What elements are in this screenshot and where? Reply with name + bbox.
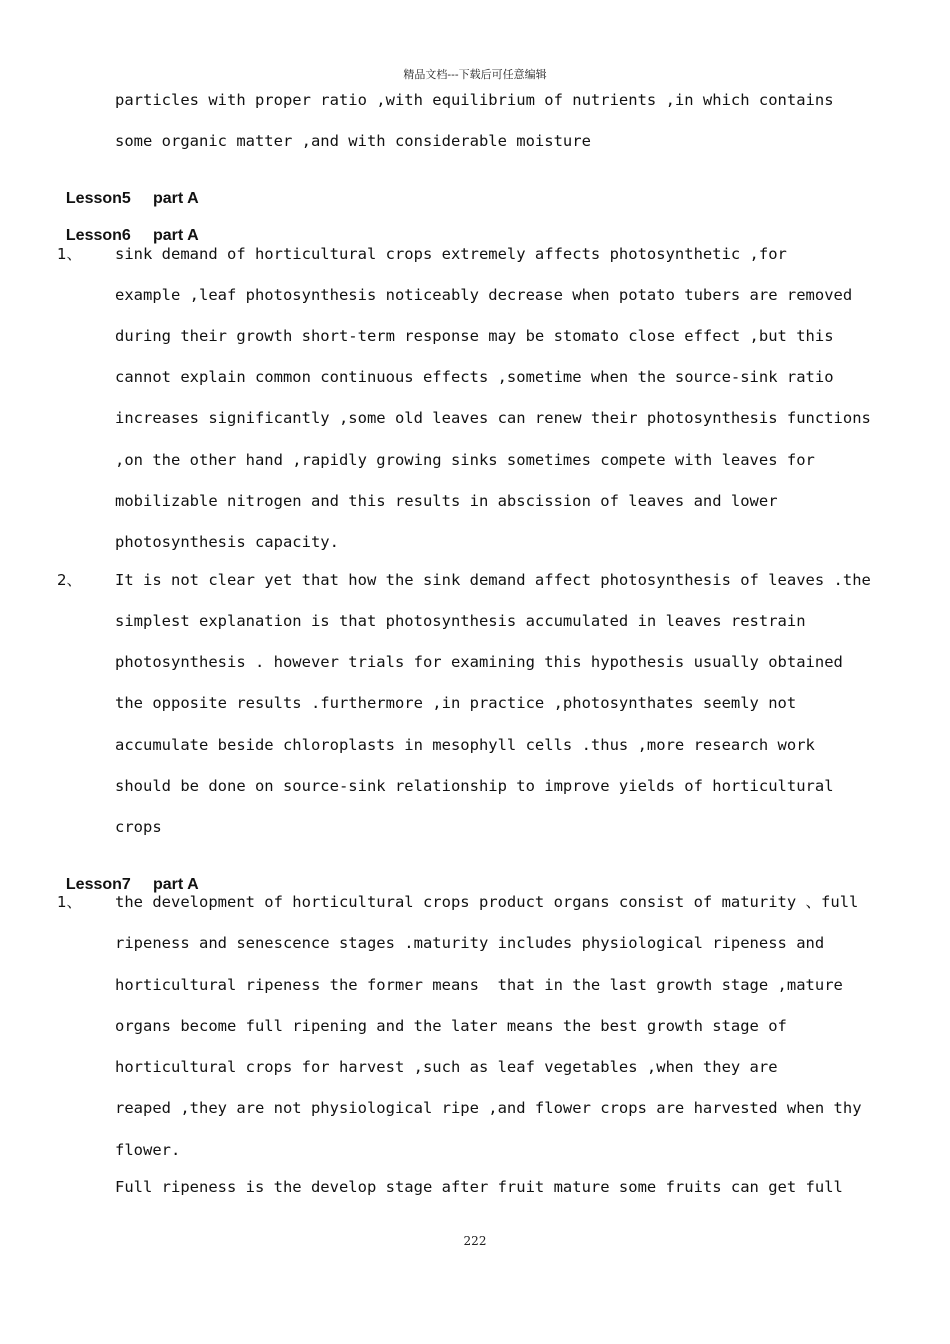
intro-line-2: some organic matter ,and with considerable moisture (115, 132, 591, 150)
lesson6-item2-line: photosynthesis . however trials for examining this hypothesis usually obtained (115, 653, 843, 671)
lesson7-item1-line: organs become full ripening and the later means the best growth stage of (115, 1017, 787, 1035)
lesson6-item2-line: It is not clear yet that how the sink demand affect photosynthesis of leaves .the (115, 571, 871, 589)
lesson6-item2-line: should be done on source-sink relationship to improve yields of horticultural (115, 777, 834, 795)
lesson7-item1-line: Full ripeness is the develop stage after fruit mature some fruits can get full (115, 1178, 843, 1196)
page-header: 精品文档---下载后可任意编辑 (403, 68, 547, 81)
lesson7-item1-line: the development of horticultural crops product organs consist of maturity 、full (115, 893, 859, 911)
lesson6-item2-line: accumulate beside chloroplasts in mesophyll cells .thus ,more research work (115, 736, 815, 754)
lesson6-item1-number: 1、 (57, 245, 82, 263)
lesson6-heading (57, 206, 199, 246)
lesson6-item2-number: 2、 (57, 571, 82, 589)
page-number: 222 (463, 1234, 487, 1248)
lesson7-part: part A (153, 876, 199, 893)
lesson7-item1-line: ripeness and senescence stages .maturity includes physiological ripeness and (115, 934, 825, 952)
lesson7-item1-line: reaped ,they are not physiological ripe ,and flower crops are harvested when thy (115, 1099, 862, 1117)
lesson5-label: Lesson5 (65, 190, 131, 207)
lesson6-item1-line: mobilizable nitrogen and this results in abscission of leaves and lower (115, 492, 778, 510)
lesson7-item1-line: horticultural ripeness the former means that in the last growth stage ,mature (115, 976, 843, 994)
lesson7-heading (57, 855, 199, 895)
lesson6-item2-line: simplest explanation is that photosynthesis accumulated in leaves restrain (115, 612, 806, 630)
lesson6-label: Lesson6 (65, 227, 131, 244)
lesson6-item1-line: cannot explain common continuous effects ,sometime when the source-sink ratio (115, 368, 834, 386)
lesson6-item1-line: during their growth short-term response may be stomato close effect ,but this (115, 327, 834, 345)
lesson6-item1-line: ,on the other hand ,rapidly growing sinks sometimes compete with leaves for (115, 451, 815, 469)
lesson7-label: Lesson7 (65, 876, 131, 893)
lesson6-item2-line: crops (115, 818, 162, 836)
lesson6-item1-line: sink demand of horticultural crops extremely affects photosynthetic ,for (115, 245, 787, 263)
lesson7-item1-number: 1、 (57, 893, 82, 911)
lesson6-item2-line: the opposite results .furthermore ,in practice ,photosynthates seemly not (115, 694, 797, 712)
lesson5-heading (57, 169, 199, 209)
lesson5-part: part A (153, 190, 199, 207)
intro-line-1: particles with proper ratio ,with equilibrium of nutrients ,in which contains (115, 91, 834, 109)
lesson6-item1-line: example ,leaf photosynthesis noticeably decrease when potato tubers are removed (115, 286, 853, 304)
lesson7-item1-line: horticultural crops for harvest ,such as leaf vegetables ,when they are (115, 1058, 778, 1076)
lesson7-item1-line: flower. (115, 1141, 181, 1159)
lesson6-item1-line: increases significantly ,some old leaves can renew their photosynthesis functions (115, 409, 871, 427)
lesson6-part: part A (153, 227, 199, 244)
lesson6-item1-line: photosynthesis capacity. (115, 533, 339, 551)
